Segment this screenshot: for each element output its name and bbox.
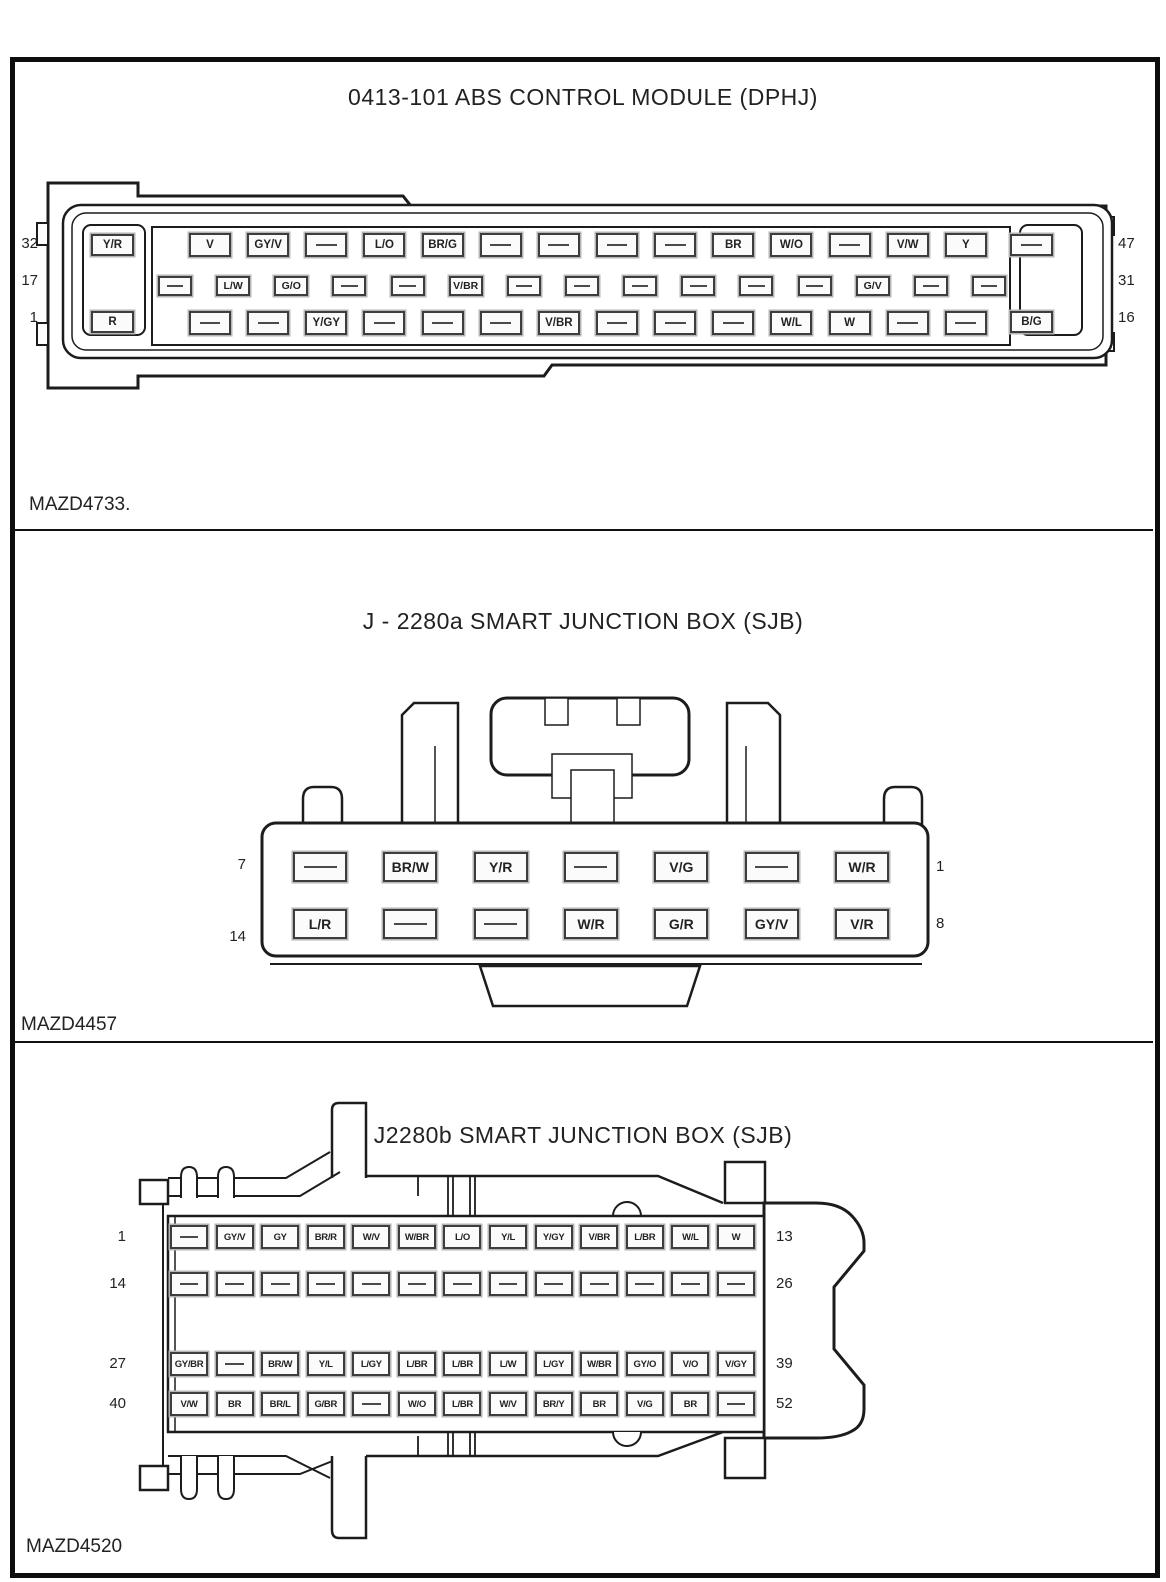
pin-box-blank xyxy=(626,1272,664,1296)
pin-box-blank xyxy=(945,311,987,335)
blank-pin-dash xyxy=(727,1283,746,1285)
connector-outline-sjb-b xyxy=(118,1080,892,1560)
pin-box-blank xyxy=(914,276,948,296)
pin-box-blank xyxy=(580,1272,618,1296)
blank-pin-dash xyxy=(258,322,279,324)
pin-box: W/O xyxy=(398,1392,436,1416)
pin-box: L/O xyxy=(363,233,405,257)
blank-pin-dash xyxy=(574,285,591,287)
blank-pin-dash xyxy=(690,285,707,287)
pin-box: W xyxy=(717,1225,755,1249)
pin-box: L/BR xyxy=(626,1225,664,1249)
pin-box-blank xyxy=(972,276,1006,296)
panel2-caption: MAZD4457 xyxy=(21,1014,118,1035)
pin-box-blank xyxy=(480,311,522,335)
pin-box: W/R xyxy=(835,852,889,882)
blank-pin-dash xyxy=(544,1283,563,1285)
pin-box-blank xyxy=(398,1272,436,1296)
blank-pin-dash xyxy=(362,1403,381,1405)
sjba-pin-row-top xyxy=(293,852,889,882)
blank-pin-dash xyxy=(484,923,517,925)
blank-pin-dash xyxy=(632,285,649,287)
blank-pin-dash xyxy=(665,244,686,246)
abs-pin-row-middle xyxy=(158,276,1006,296)
pin-box-blank xyxy=(261,1272,299,1296)
pin-number-52: 52 xyxy=(776,1395,793,1412)
pin-box: L/R xyxy=(293,909,347,939)
pin-box-blank xyxy=(383,909,437,939)
blank-pin-dash xyxy=(167,285,184,287)
blank-pin-dash xyxy=(748,285,765,287)
blank-pin-dash xyxy=(200,322,221,324)
panel3-caption: MAZD4520 xyxy=(26,1536,123,1557)
pin-box-blank xyxy=(216,1272,254,1296)
pin-box-blank xyxy=(305,233,347,257)
pin-number-8: 8 xyxy=(936,915,945,932)
blank-pin-dash xyxy=(432,322,453,324)
pin-box: L/GY xyxy=(352,1352,390,1376)
pin-number-39: 39 xyxy=(776,1355,793,1372)
pin-number-16: 16 xyxy=(1118,309,1135,326)
pin-box: W/L xyxy=(770,311,812,335)
pin-number-7: 7 xyxy=(237,856,246,873)
pin-box: W/O xyxy=(770,233,812,257)
blank-pin-dash xyxy=(548,244,569,246)
pin-box: L/BR xyxy=(443,1392,481,1416)
pin-number-1: 1 xyxy=(29,309,38,326)
pin-box: Y/L xyxy=(307,1352,345,1376)
pin-box-blank xyxy=(1010,234,1053,256)
pin-box-blank xyxy=(480,233,522,257)
pin-box-blank xyxy=(216,1352,254,1376)
pin-box-blank xyxy=(717,1392,755,1416)
blank-pin-dash xyxy=(897,322,918,324)
blank-pin-dash xyxy=(665,322,686,324)
blank-pin-dash xyxy=(723,322,744,324)
blank-pin-dash xyxy=(516,285,533,287)
pin-number-17: 17 xyxy=(21,272,38,289)
blank-pin-dash xyxy=(180,1236,199,1238)
blank-pin-dash xyxy=(453,1283,472,1285)
abs-pin-row-bottom xyxy=(189,311,987,335)
pin-box: V/BR xyxy=(580,1225,618,1249)
pin-box: V/W xyxy=(170,1392,208,1416)
pin-box: GY/BR xyxy=(170,1352,208,1376)
pin-box: GY/V xyxy=(247,233,289,257)
pin-box-blank xyxy=(654,233,696,257)
blank-pin-dash xyxy=(1021,244,1042,246)
pin-number-r40-left: 40 xyxy=(109,1395,126,1412)
panel1-title: 0413-101 ABS CONTROL MODULE (DPHJ) xyxy=(348,84,818,110)
pin-box: V/R xyxy=(835,909,889,939)
blank-pin-dash xyxy=(304,866,337,868)
pin-box: V/BR xyxy=(449,276,483,296)
pin-box-blank xyxy=(596,311,638,335)
pin-box: G/O xyxy=(274,276,308,296)
pin-box: BR/Y xyxy=(535,1392,573,1416)
pin-box: Y/R xyxy=(91,234,134,256)
pin-number-13: 13 xyxy=(776,1228,793,1245)
pin-box: BR/L xyxy=(261,1392,299,1416)
pin-box-blank xyxy=(474,909,528,939)
pin-box-blank xyxy=(391,276,425,296)
pin-box: L/O xyxy=(443,1225,481,1249)
pin-box: BR xyxy=(216,1392,254,1416)
pin-box-blank xyxy=(681,276,715,296)
panel1-caption: MAZD4733. xyxy=(29,494,131,515)
pin-box-blank xyxy=(352,1392,390,1416)
pin-box-blank xyxy=(745,852,799,882)
blank-pin-dash xyxy=(955,322,976,324)
pin-box-blank xyxy=(798,276,832,296)
sjbb-pin-row-3 xyxy=(170,1352,755,1376)
pin-box: W/BR xyxy=(398,1225,436,1249)
sjbb-pin-row-4 xyxy=(170,1392,755,1416)
sjbb-pin-row-2 xyxy=(170,1272,755,1296)
blank-pin-dash xyxy=(574,866,607,868)
pin-box: W/V xyxy=(489,1392,527,1416)
pin-box: BR/G xyxy=(422,233,464,257)
pin-box: BR xyxy=(580,1392,618,1416)
pin-box-blank xyxy=(887,311,929,335)
pin-box: BR xyxy=(671,1392,709,1416)
blank-pin-dash xyxy=(607,244,628,246)
blank-pin-dash xyxy=(727,1403,746,1405)
pin-box: GY xyxy=(261,1225,299,1249)
pin-box: L/W xyxy=(489,1352,527,1376)
panel3-title: J2280b SMART JUNCTION BOX (SJB) xyxy=(373,1122,793,1148)
blank-pin-dash xyxy=(394,923,427,925)
pin-box: V/BR xyxy=(538,311,580,335)
abs-left-pin-column xyxy=(91,234,134,333)
pin-box: GY/O xyxy=(626,1352,664,1376)
pin-number-1: 1 xyxy=(936,858,945,875)
pin-box-blank xyxy=(489,1272,527,1296)
panel2-title: J - 2280a SMART JUNCTION BOX (SJB) xyxy=(362,608,804,634)
pin-box: G/BR xyxy=(307,1392,345,1416)
pin-box: V/G xyxy=(626,1392,664,1416)
blank-pin-dash xyxy=(806,285,823,287)
pin-box: L/W xyxy=(216,276,250,296)
pin-box: V/O xyxy=(671,1352,709,1376)
blank-pin-dash xyxy=(499,1283,518,1285)
pin-box-blank xyxy=(565,276,599,296)
pin-box: W/R xyxy=(564,909,618,939)
pin-box-blank xyxy=(332,276,366,296)
blank-pin-dash xyxy=(839,244,860,246)
blank-pin-dash xyxy=(399,285,416,287)
pin-box: V/G xyxy=(654,852,708,882)
pin-number-31: 31 xyxy=(1118,272,1135,289)
pin-box-blank xyxy=(717,1272,755,1296)
blank-pin-dash xyxy=(490,244,511,246)
pin-box-blank xyxy=(596,233,638,257)
pin-box: B/G xyxy=(1010,311,1053,333)
pin-box: V/W xyxy=(887,233,929,257)
pin-box: BR/W xyxy=(383,852,437,882)
pin-box-blank xyxy=(293,852,347,882)
pin-box-blank xyxy=(507,276,541,296)
pin-box: W/L xyxy=(671,1225,709,1249)
pin-box: Y/L xyxy=(489,1225,527,1249)
pin-box: BR/R xyxy=(307,1225,345,1249)
pin-box: L/GY xyxy=(535,1352,573,1376)
pin-box-blank xyxy=(422,311,464,335)
blank-pin-dash xyxy=(490,322,511,324)
blank-pin-dash xyxy=(180,1283,199,1285)
pin-box: L/BR xyxy=(443,1352,481,1376)
blank-pin-dash xyxy=(362,1283,381,1285)
blank-pin-dash xyxy=(225,1363,244,1365)
blank-pin-dash xyxy=(316,1283,335,1285)
pin-box: R xyxy=(91,311,134,333)
blank-pin-dash xyxy=(408,1283,427,1285)
pin-box-blank xyxy=(654,311,696,335)
blank-pin-dash xyxy=(981,285,998,287)
pin-box: Y xyxy=(945,233,987,257)
pin-number-14: 14 xyxy=(229,928,246,945)
abs-right-pin-column xyxy=(1010,234,1053,333)
pin-box-blank xyxy=(739,276,773,296)
pin-box: W/V xyxy=(352,1225,390,1249)
pin-box-blank xyxy=(623,276,657,296)
pin-box-blank xyxy=(307,1272,345,1296)
pin-box-blank xyxy=(712,311,754,335)
blank-pin-dash xyxy=(590,1283,609,1285)
blank-pin-dash xyxy=(316,244,337,246)
pin-box: Y/GY xyxy=(535,1225,573,1249)
pin-box: G/V xyxy=(856,276,890,296)
pin-number-r14-left: 14 xyxy=(109,1275,126,1292)
pin-number-32: 32 xyxy=(21,235,38,252)
pin-box: Y/R xyxy=(474,852,528,882)
pin-number-r1-left: 1 xyxy=(117,1228,126,1245)
blank-pin-dash xyxy=(225,1283,244,1285)
sjbb-pin-row-1 xyxy=(170,1225,755,1249)
pin-box: BR xyxy=(712,233,754,257)
blank-pin-dash xyxy=(755,866,788,868)
pin-box-blank xyxy=(443,1272,481,1296)
pin-box-blank xyxy=(363,311,405,335)
pin-number-26: 26 xyxy=(776,1275,793,1292)
blank-pin-dash xyxy=(271,1283,290,1285)
pin-box: G/R xyxy=(654,909,708,939)
pin-box-blank xyxy=(535,1272,573,1296)
pin-box-blank xyxy=(564,852,618,882)
pin-box-blank xyxy=(170,1272,208,1296)
pin-box: L/BR xyxy=(398,1352,436,1376)
pin-box-blank xyxy=(189,311,231,335)
panel-divider-2 xyxy=(13,1041,1153,1043)
pin-box-blank xyxy=(170,1225,208,1249)
pin-box: W xyxy=(829,311,871,335)
panel-divider-1 xyxy=(13,529,1153,531)
pin-number-47: 47 xyxy=(1118,235,1135,252)
pin-box: BR/W xyxy=(261,1352,299,1376)
pin-box: V xyxy=(189,233,231,257)
abs-pin-row-top xyxy=(189,233,987,257)
pin-box: V/GY xyxy=(717,1352,755,1376)
pin-box-blank xyxy=(829,233,871,257)
pin-box-blank xyxy=(158,276,192,296)
blank-pin-dash xyxy=(374,322,395,324)
pin-box: GY/V xyxy=(745,909,799,939)
blank-pin-dash xyxy=(635,1283,654,1285)
pin-box: Y/GY xyxy=(305,311,347,335)
sjba-pin-row-bottom xyxy=(293,909,889,939)
pin-box-blank xyxy=(538,233,580,257)
pin-box: GY/V xyxy=(216,1225,254,1249)
pin-box-blank xyxy=(247,311,289,335)
pin-box-blank xyxy=(352,1272,390,1296)
pin-box-blank xyxy=(671,1272,709,1296)
pin-number-r27-left: 27 xyxy=(109,1355,126,1372)
blank-pin-dash xyxy=(923,285,940,287)
pin-box: W/BR xyxy=(580,1352,618,1376)
blank-pin-dash xyxy=(607,322,628,324)
blank-pin-dash xyxy=(341,285,358,287)
blank-pin-dash xyxy=(681,1283,700,1285)
